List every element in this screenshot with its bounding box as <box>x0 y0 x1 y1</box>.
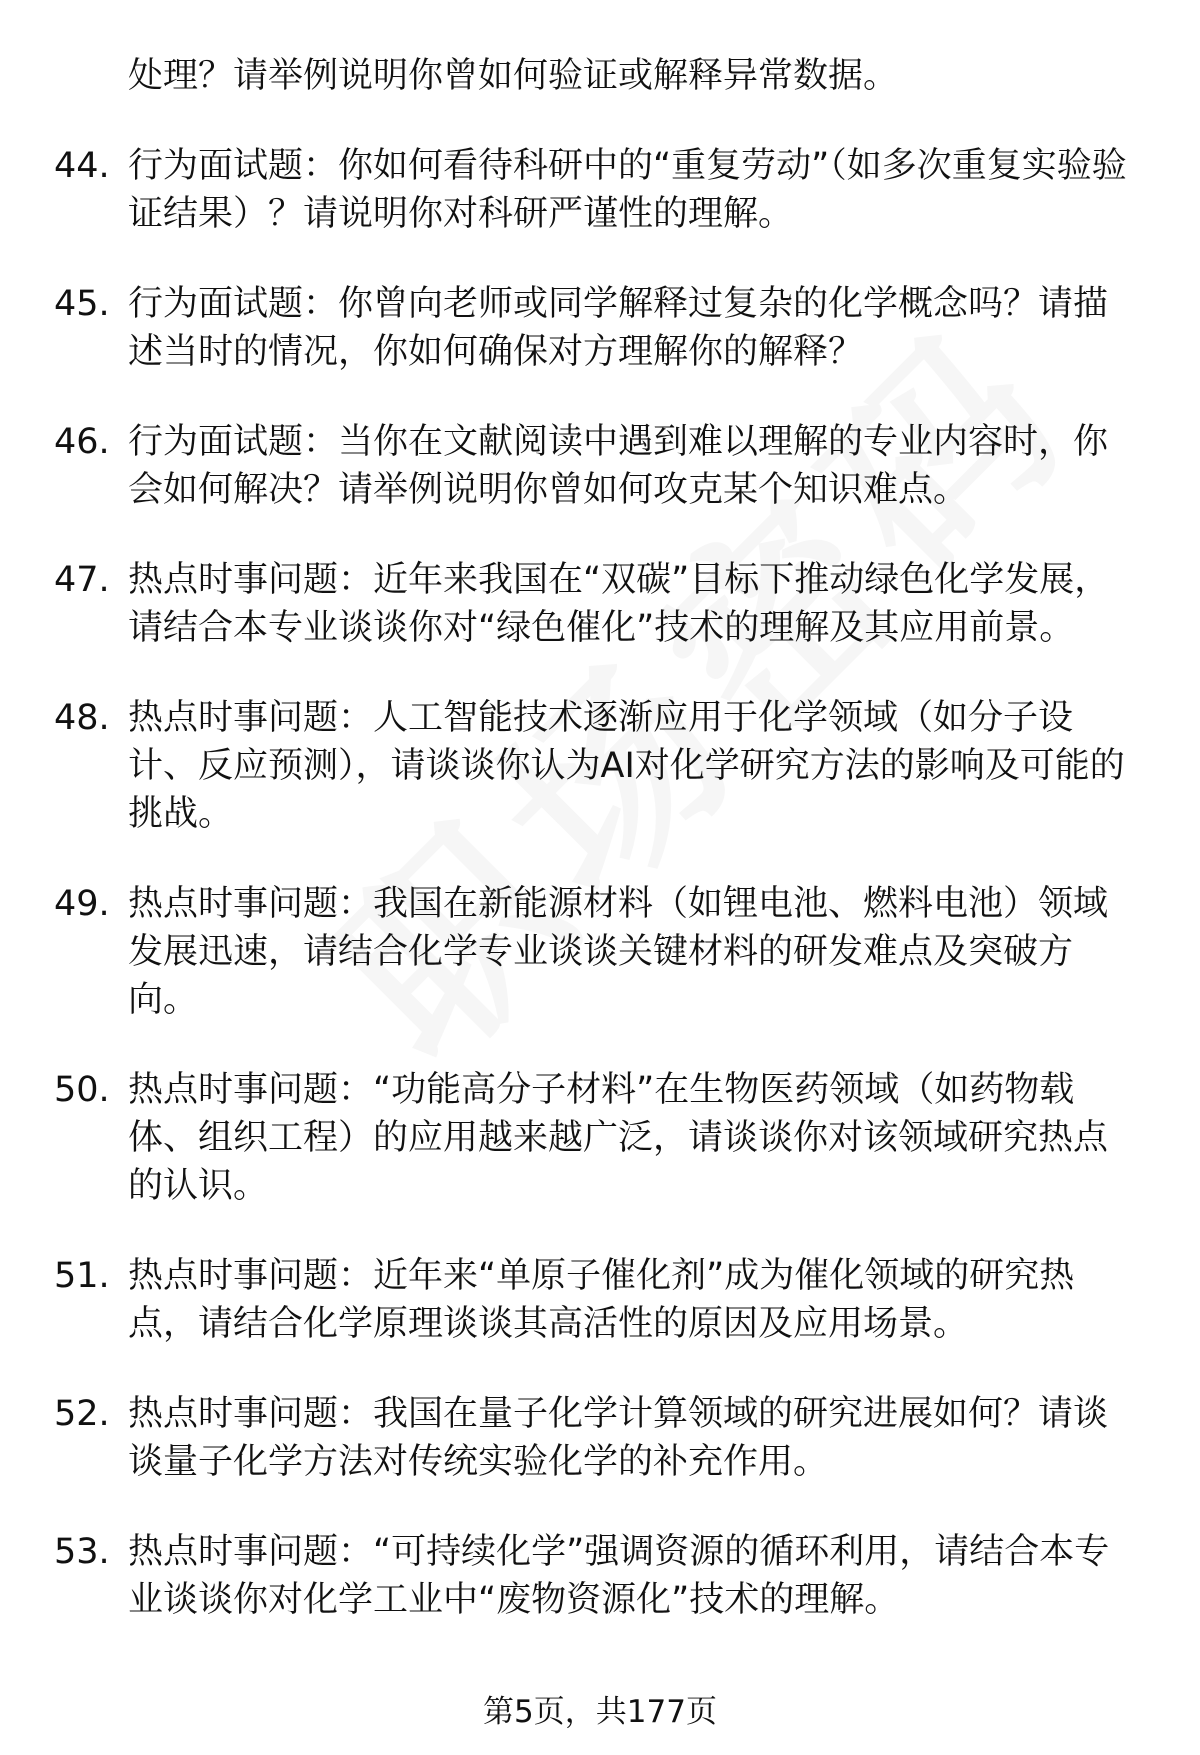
item-number: 48. <box>54 698 110 738</box>
item-number: 51. <box>54 1256 110 1296</box>
list-item <box>0 1528 1200 1624</box>
item-text: 热点时事问题：近年来“单原子催化剂”成为催化领域的研究热点，请结合化学原理谈谈其高活性的原因及应用场景。 <box>128 1256 1075 1344</box>
item-text: 行为面试题：你曾向老师或同学解释过复杂的化学概念吗？请描述当时的情况，你如何确保对方理解你的解释？ <box>128 284 1109 372</box>
item-number: 52. <box>54 1394 110 1434</box>
page-number-footer: 第5页，共177页 <box>483 1694 717 1730</box>
list-item <box>0 1252 1200 1348</box>
item-text: 热点时事问题：“可持续化学”强调资源的循环利用，请结合本专业谈谈你对化学工业中“废物资源化”技术的理解。 <box>128 1532 1110 1620</box>
item-text: 行为面试题：当你在文献阅读中遇到难以理解的专业内容时，你会如何解决？请举例说明你曾如何攻克某个知识难点。 <box>128 422 1109 510</box>
item-number: 44. <box>54 146 110 186</box>
item-text: 热点时事问题：我国在新能源材料（如锂电池、燃料电池）领域发展迅速，请结合化学专业谈谈关键材料的研发难点及突破方向。 <box>128 884 1109 1020</box>
item-number: 49. <box>54 884 110 924</box>
question-list <box>0 52 1200 1666</box>
item-number: 53. <box>54 1532 110 1572</box>
item-text: 行为面试题：你如何看待科研中的“重复劳动”（如多次重复实验验证结果）？请说明你对科研严谨性的理解。 <box>128 146 1127 234</box>
item-number: 50. <box>54 1070 110 1110</box>
item-number: 47. <box>54 560 110 600</box>
item-text: 热点时事问题：近年来我国在“双碳”目标下推动绿色化学发展，请结合本专业谈谈你对“绿色催化”技术的理解及其应用前景。 <box>128 560 1110 648</box>
list-item <box>0 1066 1200 1210</box>
list-item <box>0 880 1200 1024</box>
list-item <box>0 280 1200 376</box>
list-item <box>0 142 1200 238</box>
item-text: 热点时事问题：“功能高分子材料”在生物医药领域（如药物载体、组织工程）的应用越来越广泛，请谈谈你对该领域研究热点的认识。 <box>128 1070 1109 1206</box>
list-item <box>0 418 1200 514</box>
item-number: 46. <box>54 422 110 462</box>
item-number: 45. <box>54 284 110 324</box>
continuation-text: 处理？请举例说明你曾如何验证或解释异常数据。 <box>128 56 899 96</box>
item-text: 热点时事问题：人工智能技术逐渐应用于化学领域（如分子设计、反应预测），请谈谈你认为AI对化学研究方法的影响及可能的挑战。 <box>128 698 1125 834</box>
item-text: 热点时事问题：我国在量子化学计算领域的研究进展如何？请谈谈量子化学方法对传统实验化学的补充作用。 <box>128 1394 1109 1482</box>
list-item <box>0 1390 1200 1486</box>
list-item <box>0 694 1200 838</box>
list-item <box>0 556 1200 652</box>
